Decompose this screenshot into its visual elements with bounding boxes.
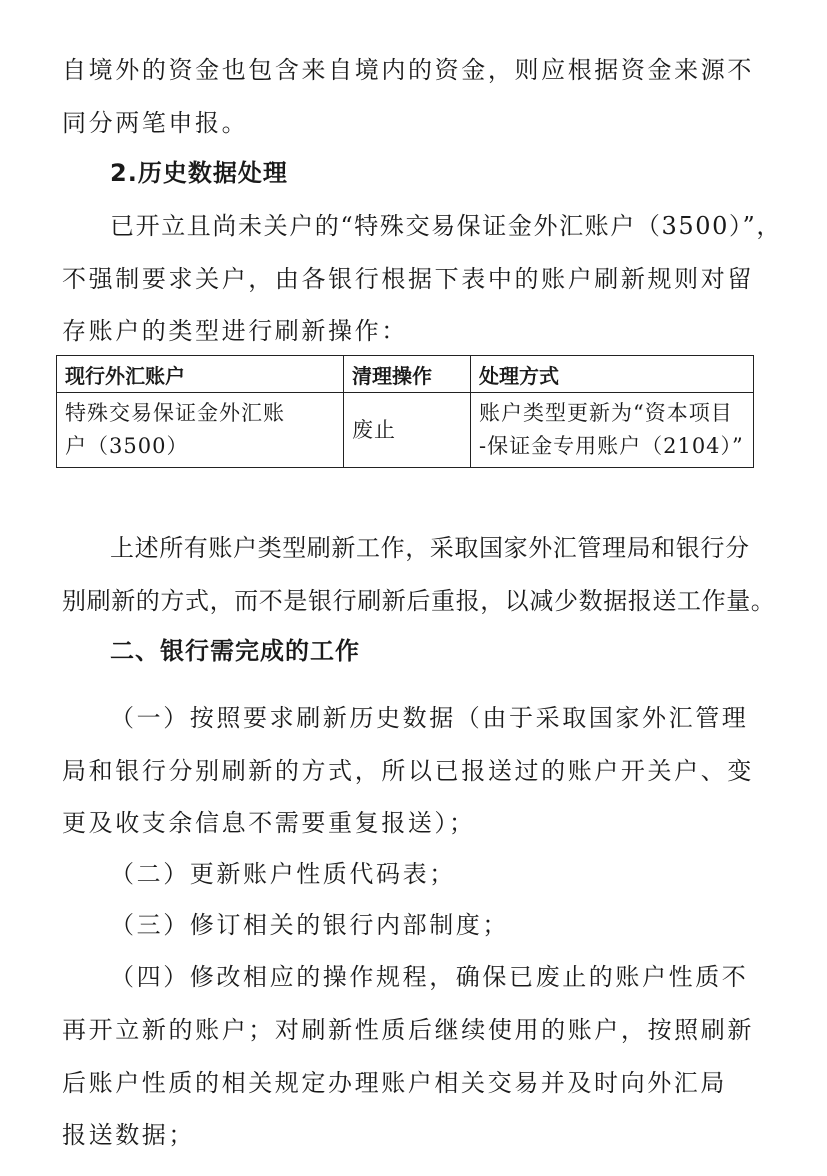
section-heading: 二、银行需完成的工作 bbox=[110, 637, 360, 665]
cell-line: 账户类型更新为“资本项目 bbox=[479, 401, 733, 425]
account-refresh-table bbox=[56, 355, 754, 468]
paragraph-line: 别刷新的方式，而不是银行刷新后重报，以减少数据报送工作量。 bbox=[62, 587, 776, 615]
subsection-heading: 2.历史数据处理 bbox=[110, 159, 288, 187]
table-header-row bbox=[57, 356, 754, 393]
table-cell-account bbox=[57, 393, 344, 468]
list-item: （一）按照要求刷新历史数据（由于采取国家外汇管理 bbox=[110, 704, 749, 732]
table-header-cell: 处理方式 bbox=[471, 356, 754, 393]
list-item: （四）修改相应的操作规程，确保已废止的账户性质不 bbox=[110, 963, 749, 991]
paragraph-line: 不强制要求关户，由各银行根据下表中的账户刷新规则对留 bbox=[62, 265, 754, 293]
cell-line: -保证金专用账户（2104）” bbox=[479, 434, 744, 458]
cell-line: 特殊交易保证金外汇账 bbox=[65, 401, 285, 425]
cell-line: 户（3500） bbox=[65, 434, 189, 458]
paragraph-line: 再开立新的账户；对刷新性质后继续使用的账户，按照刷新 bbox=[62, 1016, 754, 1044]
table-cell-method bbox=[471, 393, 754, 468]
paragraph-line: 同分两笔申报。 bbox=[62, 109, 249, 137]
paragraph-line: 已开立且尚未关户的“特殊交易保证金外汇账户（3500）”， bbox=[110, 212, 783, 240]
paragraph-line: 存账户的类型进行刷新操作： bbox=[62, 317, 408, 345]
paragraph-line: 报送数据； bbox=[62, 1121, 195, 1149]
paragraph-line: 更及收支余信息不需要重复报送）； bbox=[62, 809, 476, 837]
paragraph-line: 局和银行分别刷新的方式，所以已报送过的账户开关户、变 bbox=[62, 757, 754, 785]
table-cell-operation: 废止 bbox=[344, 393, 471, 468]
list-item: （二）更新账户性质代码表； bbox=[110, 860, 456, 888]
paragraph-line: 自境外的资金也包含来自境内的资金，则应根据资金来源不 bbox=[62, 56, 754, 84]
paragraph-line: 后账户性质的相关规定办理账户相关交易并及时向外汇局 bbox=[62, 1069, 727, 1097]
list-item: （三）修订相关的银行内部制度； bbox=[110, 911, 509, 939]
table-header-cell: 清理操作 bbox=[344, 356, 471, 393]
table-row bbox=[57, 393, 754, 468]
table-header-cell: 现行外汇账户 bbox=[57, 356, 344, 393]
paragraph-line: 上述所有账户类型刷新工作，采取国家外汇管理局和银行分 bbox=[110, 534, 750, 562]
